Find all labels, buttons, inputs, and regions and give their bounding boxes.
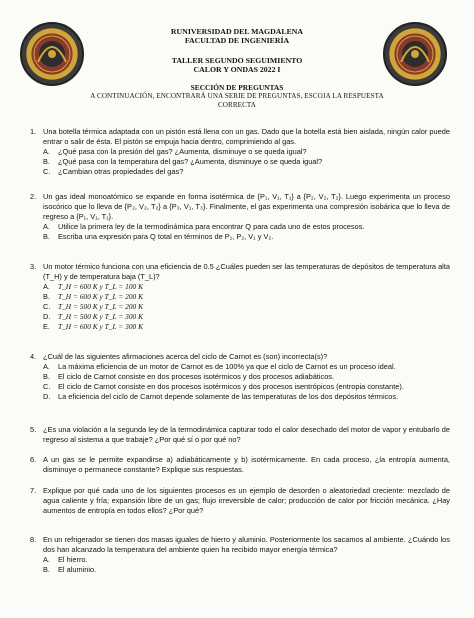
option-b: B. ¿Qué pasa con la temperatura del gas? ¿Aumenta, disminuye o se queda igual? [43,157,323,166]
question-4 [30,352,450,402]
option-c: C. El ciclo de Carnot consiste en dos procesos isotérmicos y dos procesos isentrópicos (entropia constante). [43,382,404,391]
question-text: En un refrigerador se tienen dos masas iguales de hierro y aluminio. Posteriormente los sacamos al ambiente. ¿Cuándo los dos han alcanzado la temperatura del ambiente quien ha recibido mayor energía térmica? [43,535,450,554]
question-2 [30,192,450,242]
instructions: A CONTINUACIÓN, ENCONTRARÁ UNA SERIE DE PREGUNTAS, ESCOJA LA RESPUESTA CORRECTA [90,92,384,110]
question-number: 8. [30,535,37,544]
question-3 [30,262,450,332]
question-number: 3. [30,262,37,271]
option-a: A. T_H = 600 K y T_L = 100 K [43,282,143,291]
question-7 [30,486,450,516]
question-text: Explique por qué cada uno de los siguientes procesos es un ejemplo de desorden o aleatoriedad creciente: mezclado de agua caliente y fría; expansión libre de un gas; flujo irreversible de calor; producción de calor por fricción mecánica. ¿Hay aumentos de entropía en todos ellos? ¿Por qué? [43,486,450,515]
option-d: D. T_H = 500 K y T_L = 300 K [43,312,143,321]
option-b: B. Escriba una expresión para Q total en términos de P₁, P₂, V₁ y V₂. [43,232,274,241]
question-text: Una botella térmica adaptada con un pistón está llena con un gas. Dado que la botella está bien aislada, ningún calor puede entrar o salir de ésta. El pistón se empuja hacia dentro, comprimiendo al gas. [43,127,450,146]
question-text: ¿Cuál de las siguientes afirmaciones acerca del ciclo de Carnot es (son) incorrecta(s)? [43,352,328,361]
course-title: CALOR Y ONDAS 2022 I [193,65,281,74]
question-text: Un motor térmico funciona con una eficiencia de 0.5 ¿Cuáles pueden ser las temperaturas de depósitos de temperatura alta (T_H) y de temperatura baja (T_L)? [43,262,450,281]
question-number: 4. [30,352,37,361]
question-text: A un gas se le permite expandirse a) adiabáticamente y b) isotérmicamente. En cada proceso, ¿la entropía aumenta, disminuye o permanece constante? Explique sus respuestas. [43,455,450,474]
question-number: 7. [30,486,37,495]
question-number: 6. [30,455,37,464]
option-a: A. ¿Qué pasa con la presión del gas? ¿Aumenta, disminuye o se queda igual? [43,147,307,156]
question-number: 2. [30,192,37,201]
faculty-name: FACULTAD DE INGENIERÍA [184,36,290,45]
question-6 [30,455,450,475]
question-5 [30,425,450,445]
option-a: A. Utilice la primera ley de la termodinámica para encontrar Q para cada uno de estos procesos. [43,222,365,231]
question-number: 1. [30,127,37,136]
question-text: ¿Es una violación a la segunda ley de la termodinámica capturar todo el calor desechado del motor de vapor y entubarlo de regreso al sistema a que trabaje? ¿Por qué sí o por qué no? [43,425,450,444]
option-a: A. La máxima eficiencia de un motor de Carnot es de 100% ya que el ciclo de Carnot es un proceso ideal. [43,362,396,371]
question-number: 5. [30,425,37,434]
option-b: B. T_H = 600 K y T_L = 200 K [43,292,143,301]
workshop-title: TALLER SEGUNDO SEGUIMIENTO [171,56,303,65]
option-d: D. La eficiencia del ciclo de Carnot depende solamente de las temperaturas de los dos depósitos térmicos. [43,392,399,401]
option-e: E. T_H = 600 K y T_L = 300 K [43,322,143,331]
option-c: C. ¿Cambian otras propiedades del gas? [43,167,184,176]
question-1 [30,127,450,177]
option-b: B. El aluminio. [43,565,97,574]
option-b: B. El ciclo de Carnot consiste en dos procesos isotérmicos y dos procesos adiabáticos. [43,372,335,381]
option-a: A. El hierro. [43,555,88,564]
university-name: RUNIVERSIDAD DEL MAGDALENA [170,27,304,36]
university-seal-left [20,22,84,86]
question-text: Un gas ideal monoatómico se expande en forma isotérmica de {P₁, V₁, T₁} a {P₂, V₂, T₂}. Luego experimenta un proceso isocórico que lo lleva de {P₂, V₂, T₂} a {P₃, V₁, T₃}. Finalmente, el gas experimenta una compresión isobárica que lo lleva de regreso a {P₁, V₁, T₁}. [43,192,450,221]
option-c: C. T_H = 500 K y T_L = 200 K [43,302,143,311]
question-8 [30,535,450,575]
section-title: SECCIÓN DE PREGUNTAS [190,83,284,92]
